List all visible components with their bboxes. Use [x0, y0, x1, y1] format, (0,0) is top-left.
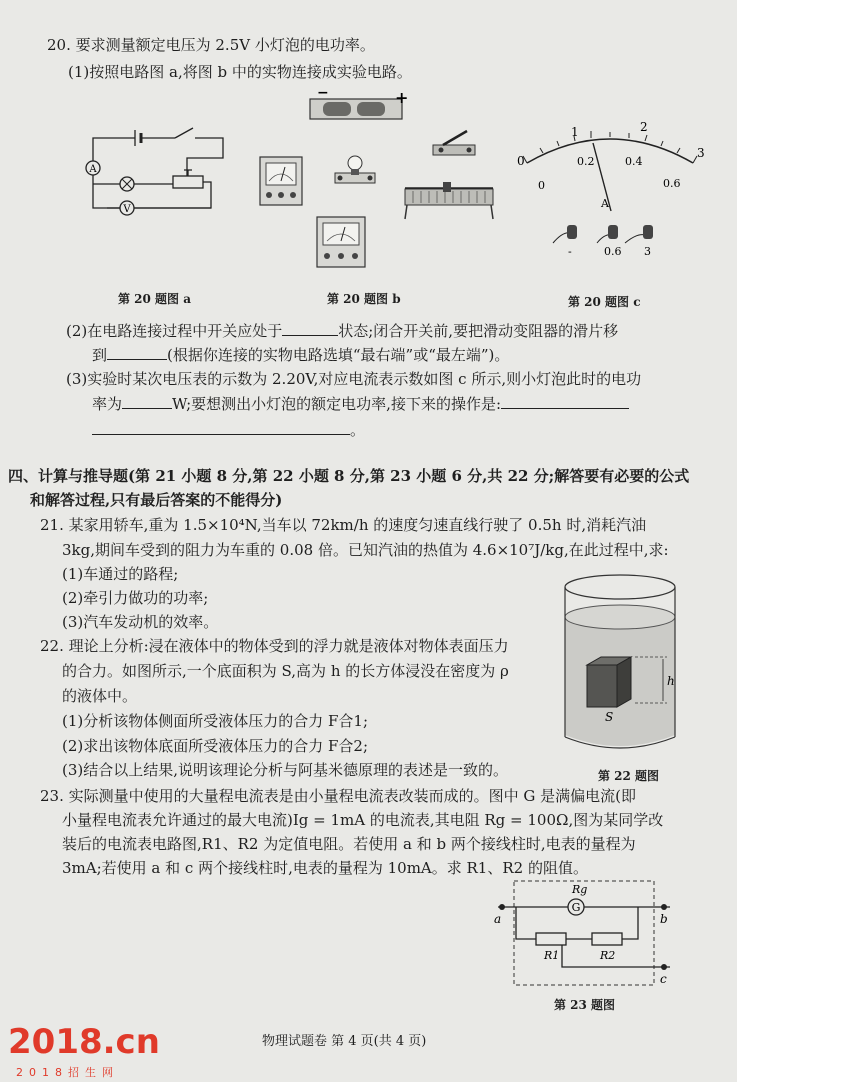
label-g: G: [571, 901, 581, 914]
battery-plus: +: [395, 88, 409, 107]
terminal-minus: -: [568, 245, 572, 258]
blank-operation[interactable]: [501, 394, 629, 409]
q20-p3-end: 。: [350, 421, 366, 439]
label-rg: Rg: [572, 883, 588, 896]
q20-part3-line3: [92, 420, 365, 439]
page-margin: [737, 0, 867, 1082]
q20-part3-line1: (3)实验时某次电压表的示数为 2.20V,对应电流表示数如图 c 所示,则小灯泡此时的电功: [66, 370, 642, 388]
q22-sub1: (1)分析该物体侧面所受液体压力的合力 F合1;: [62, 712, 369, 730]
meter-box-2: [317, 217, 365, 267]
r2-resistor: [592, 933, 622, 945]
top-scale-3: 3: [697, 146, 705, 160]
battery-holder: [310, 85, 408, 119]
blank-power[interactable]: [122, 394, 172, 409]
ammeter-label: A: [89, 164, 97, 175]
bottom-scale-0: 0: [538, 179, 545, 192]
blank-slider-position[interactable]: [107, 345, 167, 360]
label-r2: R2: [600, 949, 616, 962]
q20-p3-text-a: 率为: [92, 395, 123, 413]
r1-resistor: [536, 933, 566, 945]
submerged-block: [587, 657, 631, 707]
q23-line2: 小量程电流表允许通过的最大电流)Ig = 1mA 的电流表,其电阻 Rg = 100Ω,图为某同学改: [62, 811, 664, 829]
rheostat: [405, 182, 493, 219]
q22-sub2: (2)求出该物体底面所受液体压力的合力 F合2;: [62, 737, 369, 755]
q22-sub3: (3)结合以上结果,说明该理论分析与阿基米德原理的表述是一致的。: [62, 761, 509, 779]
q21-line2: 3kg,期间车受到的阻力为车重的 0.08 倍。已知汽油的热值为 4.6×10⁷J/kg,在此过程中,求:: [62, 541, 669, 559]
ammeter-dial-c: [505, 115, 715, 265]
switch: [433, 131, 475, 155]
top-scale-1: 1: [571, 125, 579, 139]
fig20b-caption: 第 20 题图 b: [327, 292, 401, 306]
unit-label: A: [601, 197, 609, 210]
battery-minus: −: [317, 85, 329, 101]
q20-part3-line2: [92, 394, 629, 413]
q23-line4: 3mA;若使用 a 和 c 两个接线柱时,电表的量程为 10mA。求 R1、R2 的阻值。: [62, 859, 588, 877]
terminal-c: c: [660, 972, 667, 986]
label-s: S: [605, 710, 614, 724]
q20-part2-line1: [66, 321, 618, 340]
beaker-figure-22: [555, 565, 705, 765]
top-scale-0: 0: [517, 154, 525, 168]
blank-operation-cont[interactable]: [92, 420, 350, 435]
section4-heading-line1: 四、计算与推导题(第 21 小题 8 分,第 22 小题 8 分,第 23 小题 6 分,共 22 分;解答要有必要的公式: [8, 467, 690, 485]
watermark-logo: 2018.cn: [8, 1022, 160, 1062]
fig22-caption: 第 22 题图: [598, 769, 660, 783]
watermark-subtitle: 2018招生网: [16, 1066, 119, 1079]
q23-line3: 装后的电流表电路图,R1、R2 为定值电阻。若使用 a 和 b 两个接线柱时,电表的量程为: [62, 835, 636, 853]
fig20c-caption: 第 20 题图 c: [568, 295, 641, 309]
dial-terminals: [553, 225, 653, 258]
terminal-b: b: [660, 912, 668, 926]
fig20a-caption: 第 20 题图 a: [118, 292, 192, 306]
q20-p2-text-d: (根据你连接的实物电路选填“最右端”或“最左端”)。: [167, 346, 510, 364]
q20-part2-line2: [92, 345, 509, 364]
bottom-scale-0.6: 0.6: [663, 177, 681, 190]
q22-line3: 的液体中。: [62, 687, 138, 705]
q20-p3-text-b: W;要想测出小灯泡的额定电功率,接下来的操作是:: [172, 395, 502, 413]
bulb-holder: [335, 156, 375, 183]
terminal-0.6: 0.6: [604, 245, 622, 258]
blank-switch-state[interactable]: [282, 321, 338, 336]
q20-part1: (1)按照电路图 a,将图 b 中的实物连接成实验电路。: [68, 63, 412, 81]
voltmeter-label: V: [123, 204, 131, 215]
fig23-caption: 第 23 题图: [554, 998, 616, 1012]
circuit-diagram-a: [75, 120, 235, 220]
terminal-a: a: [494, 912, 502, 926]
bottom-scale-0.2: 0.2: [577, 155, 595, 168]
q21-line1: 21. 某家用轿车,重为 1.5×10⁴N,当车以 72km/h 的速度匀速直线行驶了 0.5h 时,消耗汽油: [40, 516, 647, 534]
q20-p2-text-b: 状态;闭合开关前,要把滑动变阻器的滑片移: [338, 322, 619, 340]
apparatus-figure-b: [245, 85, 525, 285]
q21-sub3: (3)汽车发动机的效率。: [62, 613, 219, 631]
label-h: h: [667, 674, 675, 688]
q20-p2-text-c: 到: [92, 346, 108, 364]
q21-sub1: (1)车通过的路程;: [62, 565, 179, 583]
terminal-3: 3: [644, 245, 651, 258]
q20-title: 20. 要求测量额定电压为 2.5V 小灯泡的电功率。: [47, 36, 375, 54]
q20-p2-text-a: (2)在电路连接过程中开关应处于: [66, 322, 283, 340]
q23-line1: 23. 实际测量中使用的大量程电流表是由小量程电流表改装而成的。图中 G 是满偏电流(即: [40, 787, 636, 805]
circuit-figure-23: [492, 875, 692, 995]
q22-line1: 22. 理论上分析:浸在液体中的物体受到的浮力就是液体对物体表面压力: [40, 637, 509, 655]
q22-line2: 的合力。如图所示,一个底面积为 S,高为 h 的长方体浸没在密度为 ρ: [62, 662, 509, 680]
top-scale-2: 2: [640, 120, 648, 134]
meter-box-1: [260, 157, 302, 205]
page-footer: 物理试题卷 第 4 页(共 4 页): [262, 1034, 427, 1049]
label-r1: R1: [544, 949, 560, 962]
bottom-scale-0.4: 0.4: [625, 155, 643, 168]
section4-heading-line2: 和解答过程,只有最后答案的不能得分): [30, 491, 283, 509]
q21-sub2: (2)牵引力做功的功率;: [62, 589, 209, 607]
